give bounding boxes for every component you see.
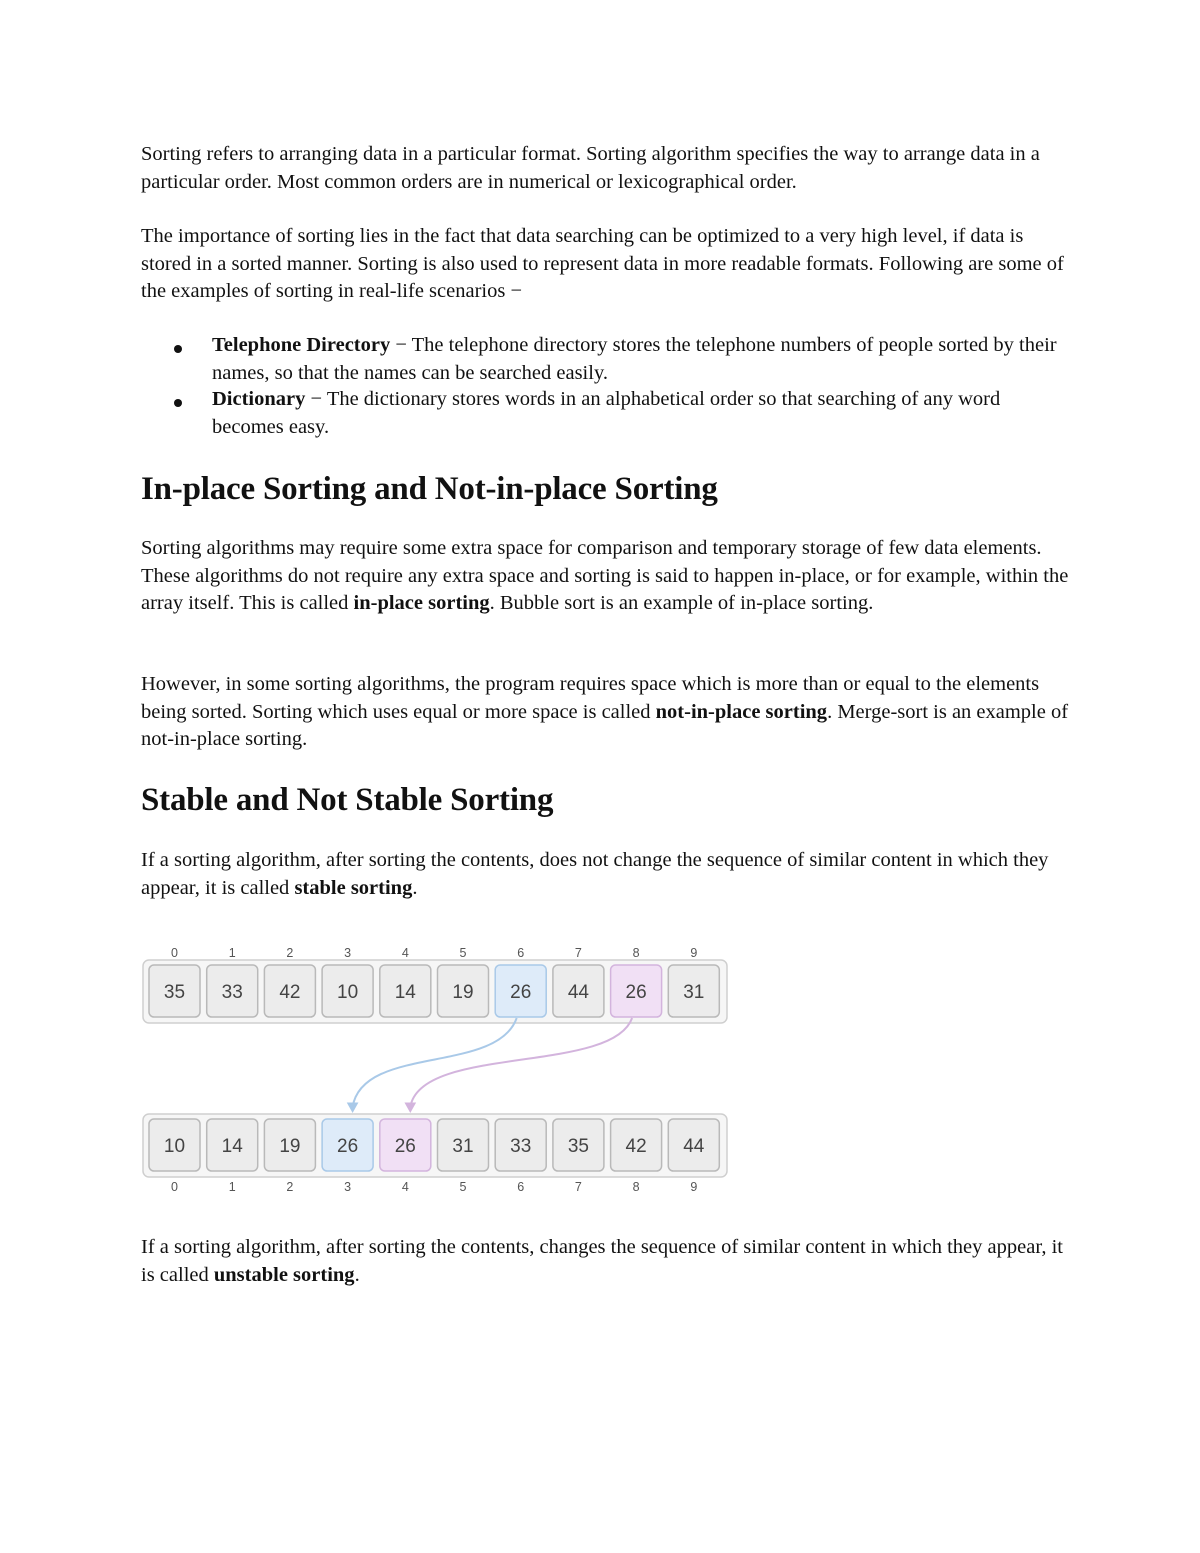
before-cell-value: 26 [625, 982, 647, 1003]
heading-inplace: In-place Sorting and Not-in-place Sorting [141, 471, 718, 507]
arrow-blue [353, 1018, 517, 1107]
index-label-bottom: 3 [344, 1180, 352, 1194]
before-cell-value: 44 [567, 982, 589, 1003]
before-cell-value: 33 [221, 982, 243, 1003]
index-label-bottom: 6 [517, 1180, 525, 1194]
after-cell-value: 44 [683, 1136, 705, 1157]
bold-term: unstable sorting [213, 1263, 355, 1286]
list-term: Telephone Directory [212, 334, 391, 356]
before-cell-value: 19 [452, 982, 474, 1003]
stable-paragraph-1 [141, 847, 1071, 902]
index-label-bottom: 8 [632, 1180, 640, 1194]
intro-paragraph: Sorting refers to arranging data in a particular format. Sorting algorithm specifies the way to arrange data in a particular order. Most common orders are in numerical or lexicographical order. [141, 143, 1040, 193]
inplace-paragraph-1 [141, 535, 1071, 618]
list-text: − The telephone directory stores the telephone numbers of people sorted by their names, so that the names can be searched easily. [212, 334, 1057, 384]
index-label-bottom: 5 [459, 1180, 467, 1194]
index-label-bottom: 9 [690, 1180, 698, 1194]
bold-term: not-in-place sorting [655, 700, 828, 723]
index-label-bottom: 7 [574, 1180, 582, 1194]
arrow-pink [410, 1018, 632, 1107]
index-label-top: 9 [690, 946, 698, 960]
before-cell-value: 26 [510, 982, 532, 1003]
index-label-top: 0 [171, 946, 178, 960]
text: . [354, 1263, 360, 1286]
after-cell-value: 35 [567, 1136, 589, 1157]
index-label-top: 6 [517, 946, 525, 960]
index-label-top: 4 [401, 946, 409, 960]
inplace-paragraph-2 [141, 671, 1071, 754]
bullet-icon [174, 399, 182, 407]
index-label-top: 1 [228, 946, 236, 960]
stable-paragraph-2 [141, 1234, 1071, 1289]
index-label-top: 2 [286, 946, 294, 960]
after-cell-value: 33 [510, 1136, 532, 1157]
index-label-top: 7 [574, 946, 582, 960]
index-label-top: 5 [459, 946, 467, 960]
after-cell-value: 42 [625, 1136, 647, 1157]
before-cell-value: 14 [394, 982, 416, 1003]
bold-term: in-place sorting [353, 592, 490, 614]
text: . [412, 876, 418, 899]
before-cell-value: 35 [163, 982, 186, 1003]
after-cell-value: 14 [221, 1136, 243, 1157]
before-cell-value: 31 [683, 982, 705, 1003]
after-cell-value: 19 [279, 1136, 301, 1157]
text: If a sorting algorithm, after sorting the contents, does not change the sequence of similar content in which they appear, it is called [141, 849, 1049, 899]
before-cell-value: 10 [337, 982, 359, 1003]
list-item-dictionary [212, 386, 1072, 441]
list-term: Dictionary [212, 388, 306, 410]
importance-paragraph: The importance of sorting lies in the fact that data searching can be optimized to a very high level, if data is stored in a sorted manner. Sorting is also used to represent data in more readable formats. Following are some of the examples of sorting in real-life scenarios − [141, 225, 1064, 302]
index-label-bottom: 1 [228, 1180, 236, 1194]
stable-sort-diagram [140, 942, 732, 1200]
bullet-icon [174, 345, 182, 353]
after-cell-value: 26 [394, 1136, 416, 1157]
text: However, in some sorting algorithms, the program requires space which is more than or equal to the elements being sorted. Sorting which uses equal or more space is called [141, 673, 1040, 723]
after-cell-value: 26 [337, 1136, 359, 1157]
list-item-telephone [212, 332, 1072, 387]
arrow-blue-head [348, 1103, 358, 1112]
list-text: − The dictionary stores words in an alphabetical order so that searching of any word becomes easy. [212, 388, 1001, 438]
text: . Merge-sort is an example of not-in-place sorting. [141, 700, 1069, 750]
index-label-bottom: 4 [401, 1180, 409, 1194]
after-cell-value: 10 [163, 1136, 186, 1157]
bold-term: stable sorting [294, 876, 413, 899]
text: Sorting algorithms may require some extra space for comparison and temporary storage of few data elements. These algorithms do not require any extra space and sorting is said to happen in-place, or for example, within the array itself. This is called [141, 537, 1069, 614]
text: If a sorting algorithm, after sorting the contents, changes the sequence of similar content in which they appear, it is called [141, 1236, 1063, 1286]
index-label-top: 3 [344, 946, 352, 960]
arrow-pink-head [405, 1103, 415, 1112]
index-label-bottom: 0 [171, 1180, 178, 1194]
index-label-bottom: 2 [286, 1180, 294, 1194]
heading-stable: Stable and Not Stable Sorting [141, 782, 554, 818]
before-cell-value: 42 [279, 982, 301, 1003]
text: . Bubble sort is an example of in-place sorting. [489, 592, 874, 614]
after-cell-value: 31 [452, 1136, 474, 1157]
index-label-top: 8 [632, 946, 640, 960]
